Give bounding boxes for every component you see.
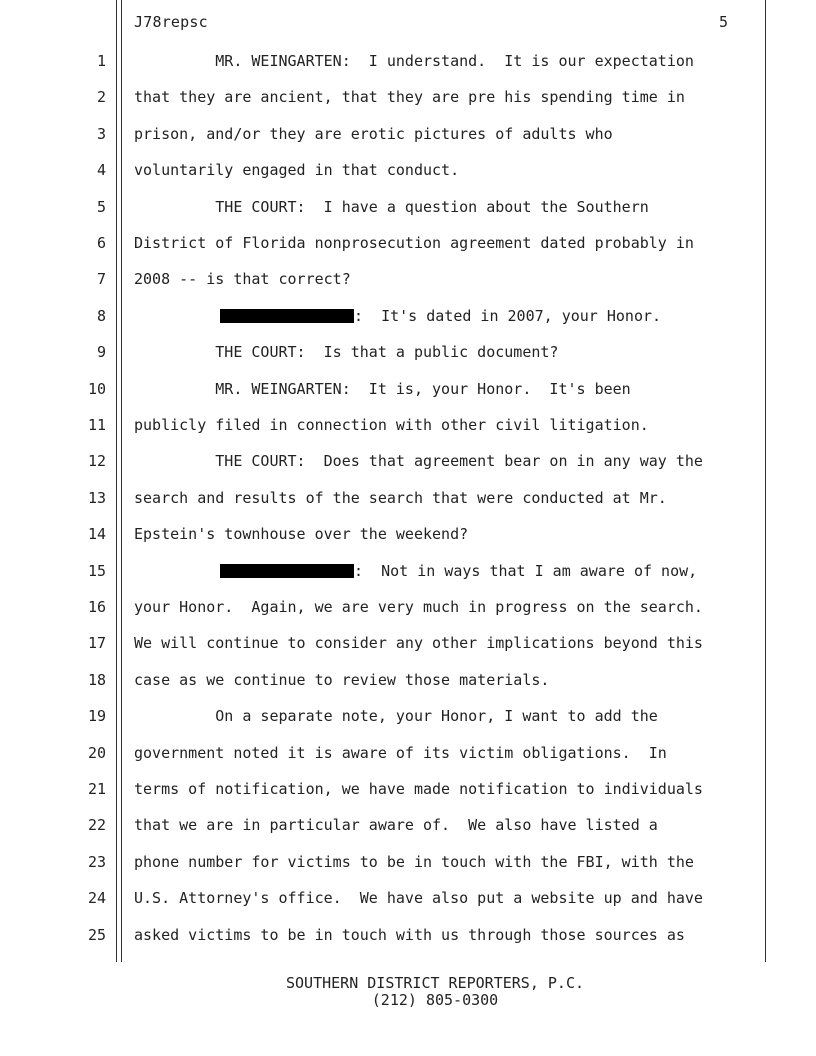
redaction-box (220, 564, 354, 578)
transcript-line (0, 704, 816, 728)
transcript-line (0, 777, 816, 801)
line-text: U.S. Attorney's office. We have also put a website up and have (134, 889, 703, 908)
line-number: 14 (87, 525, 106, 544)
page-number: 5 (718, 13, 728, 31)
transcript-line (0, 595, 816, 619)
line-text: : It's dated in 2007, your Honor. (354, 306, 662, 325)
transcript-line (0, 486, 816, 510)
transcript-line (0, 158, 816, 182)
line-text: search and results of the search that were conducted at Mr. (134, 488, 667, 507)
line-number: 8 (96, 306, 106, 325)
line-text-wrapper (220, 304, 661, 328)
transcript-line (0, 304, 816, 328)
transcript-line (0, 923, 816, 947)
line-number: 9 (96, 343, 106, 362)
line-text: 2008 -- is that correct? (134, 270, 351, 289)
line-number: 13 (87, 488, 106, 507)
line-number: 25 (87, 925, 106, 944)
line-number: 10 (87, 379, 106, 398)
line-text: THE COURT: Does that agreement bear on in any way the (134, 452, 703, 471)
line-text: that we are in particular aware of. We also have listed a (134, 816, 658, 835)
line-number: 15 (87, 561, 106, 580)
transcript-line (0, 413, 816, 437)
line-text-wrapper (220, 559, 697, 583)
footer-phone: (212) 805-0300 (371, 991, 499, 1009)
line-number: 23 (87, 852, 106, 871)
line-text: voluntarily engaged in that conduct. (134, 161, 460, 180)
line-text: Epstein's townhouse over the weekend? (134, 525, 469, 544)
transcript-line (0, 449, 816, 473)
line-text: your Honor. Again, we are very much in progress on the search. (134, 598, 703, 616)
transcript-line (0, 850, 816, 874)
line-text: asked victims to be in touch with us through those sources as (134, 925, 685, 944)
line-text: On a separate note, your Honor, I want to add the (134, 707, 658, 726)
line-text: THE COURT: Is that a public document? (134, 343, 559, 362)
line-number: 6 (96, 234, 106, 252)
footer (0, 975, 816, 1009)
line-number: 20 (87, 743, 106, 762)
transcript-line (0, 377, 816, 401)
redaction-box (220, 309, 354, 323)
transcript-line (0, 122, 816, 146)
transcript-line (0, 522, 816, 546)
line-number: 2 (96, 88, 106, 107)
transcript-line (0, 813, 816, 837)
line-text: prison, and/or they are erotic pictures of adults who (134, 124, 613, 143)
transcript-line (0, 85, 816, 109)
footer-reporter-name: SOUTHERN DISTRICT REPORTERS, P.C. (285, 974, 584, 992)
line-text: District of Florida nonprosecution agreement dated probably in (134, 234, 694, 252)
line-number: 16 (87, 598, 106, 616)
transcript-line (0, 267, 816, 291)
line-number: 4 (96, 161, 106, 180)
transcript-line (0, 886, 816, 910)
transcript-line (0, 195, 816, 219)
line-number: 7 (96, 270, 106, 289)
line-text: We will continue to consider any other implications beyond this (134, 634, 703, 653)
line-number: 1 (96, 52, 106, 70)
transcript-line (0, 631, 816, 655)
transcript-line (0, 49, 816, 73)
transcript-line (0, 340, 816, 364)
transcript-line (0, 231, 816, 255)
transcript-line (0, 668, 816, 692)
line-number: 22 (87, 816, 106, 835)
line-text: publicly filed in connection with other civil litigation. (134, 416, 649, 434)
line-text: case as we continue to review those materials. (134, 670, 550, 689)
line-text: phone number for victims to be in touch with the FBI, with the (134, 852, 694, 871)
line-text: that they are ancient, that they are pre his spending time in (134, 88, 685, 107)
line-text: : Not in ways that I am aware of now, (354, 561, 698, 580)
line-number: 11 (87, 416, 106, 434)
line-number: 18 (87, 670, 106, 689)
line-text: MR. WEINGARTEN: It is, your Honor. It's been (134, 379, 631, 398)
line-number: 19 (87, 707, 106, 726)
line-number: 5 (96, 197, 106, 216)
line-number: 12 (87, 452, 106, 471)
line-number: 21 (87, 780, 106, 798)
line-text: MR. WEINGARTEN: I understand. It is our expectation (134, 52, 694, 70)
line-number: 24 (87, 889, 106, 908)
document-id: J78repsc (134, 13, 208, 31)
line-text: government noted it is aware of its victim obligations. In (134, 743, 667, 762)
line-text: THE COURT: I have a question about the Southern (134, 197, 649, 216)
transcript-line (0, 741, 816, 765)
transcript-line (0, 559, 816, 583)
line-number: 17 (87, 634, 106, 653)
line-text: terms of notification, we have made notification to individuals (134, 780, 703, 798)
line-number: 3 (96, 124, 106, 143)
